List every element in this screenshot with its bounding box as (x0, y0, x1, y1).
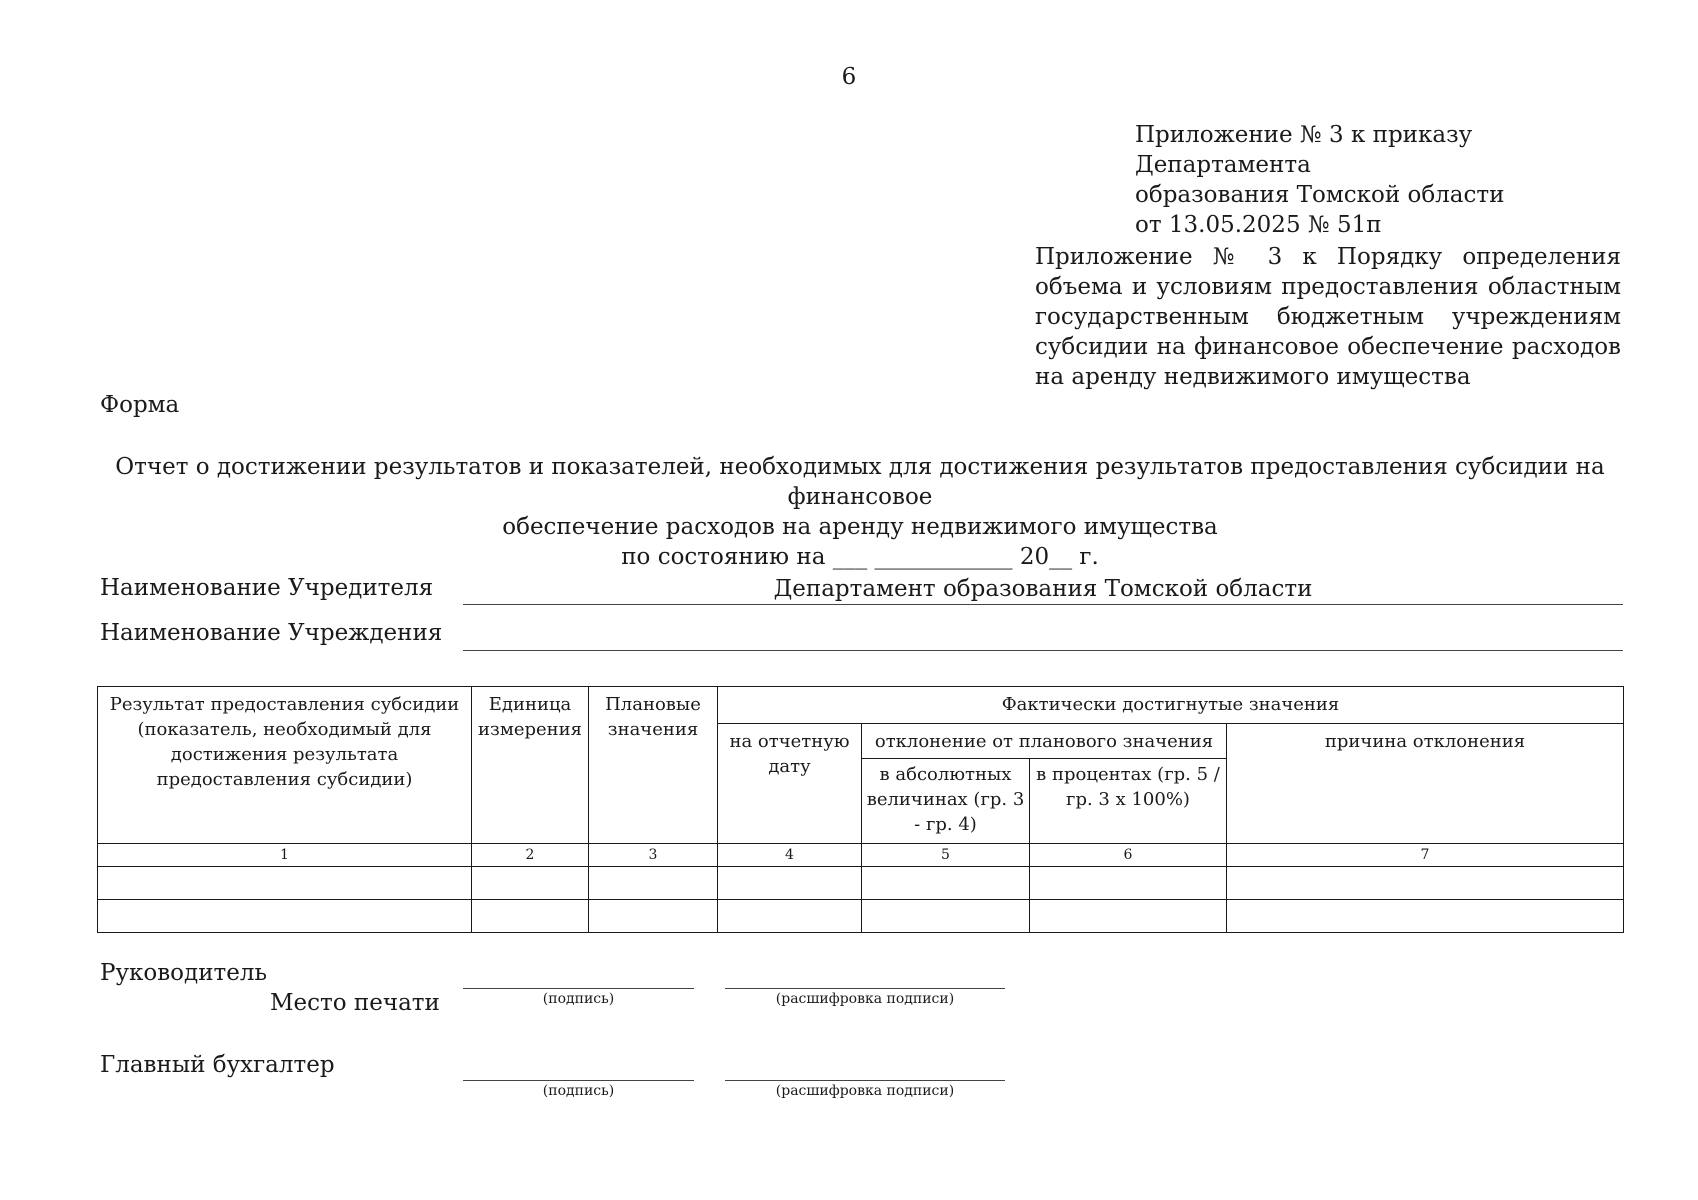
institution-field[interactable] (463, 620, 1623, 651)
report-date-line: по состоянию на ___ ____________ 20__ г. (621, 544, 1099, 570)
founder-label: Наименование Учредителя (100, 575, 434, 601)
table-cell[interactable] (1227, 867, 1624, 900)
seal-label: Место печати (270, 990, 440, 1016)
column-number: 4 (718, 844, 862, 867)
header-percent: в процентах (гр. 5 / гр. 3 х 100%) (1030, 759, 1227, 844)
table-cell[interactable] (1030, 867, 1227, 900)
column-number: 5 (862, 844, 1030, 867)
table-cell[interactable] (718, 867, 862, 900)
head-decoding-line[interactable] (725, 970, 1005, 989)
column-number: 6 (1030, 844, 1227, 867)
table-cell[interactable] (1030, 900, 1227, 933)
table-cell[interactable] (589, 900, 718, 933)
institution-label: Наименование Учреждения (100, 620, 443, 646)
header-unit: Единица измерения (472, 687, 589, 844)
header-reason: причина отклонения (1227, 724, 1624, 844)
table-cell[interactable] (862, 900, 1030, 933)
report-title-line: Отчет о достижении результатов и показателей, необходимых для достижения результатов предоставления субсидии на финансовое (115, 454, 1605, 510)
accountant-signature-hint: (подпись) (542, 1083, 615, 1099)
head-signature-hint: (подпись) (542, 991, 615, 1007)
report-title-line: обеспечение расходов на аренду недвижимого имущества (502, 514, 1218, 540)
appendix-order-line: образования Томской области (1135, 182, 1505, 208)
table-cell[interactable] (1227, 900, 1624, 933)
table-cell[interactable] (718, 900, 862, 933)
column-number: 2 (472, 844, 589, 867)
report-table (97, 686, 1624, 933)
head-signature-line[interactable] (463, 970, 694, 989)
header-absolute: в абсолютных величинах (гр. 3 - гр. 4) (862, 759, 1030, 844)
header-result: Результат предоставления субсидии (показатель, необходимый для достижения результата предоставления субсидии) (98, 687, 472, 844)
appendix-order-header (1135, 120, 1655, 240)
appendix-order-line: от 13.05.2025 № 51п (1135, 212, 1382, 238)
accountant-signature-line[interactable] (463, 1062, 694, 1081)
page-number: 6 (841, 64, 857, 90)
header-deviation-group: отклонение от планового значения (862, 724, 1227, 759)
appendix-order-line: Приложение № 3 к приказу Департамента (1135, 122, 1473, 178)
header-on-date: на отчетную дату (718, 724, 862, 844)
report-title (100, 452, 1620, 572)
table-cell[interactable] (589, 867, 718, 900)
appendix-procedure-header: Приложение № 3 к Порядку определения объема и условиям предоставления областным государственным бюджетным учреждениям субсидии на финансовое обеспечение расходов на аренду недвижимого имущества (1035, 244, 1621, 390)
head-label: Руководитель (100, 960, 267, 986)
column-number: 7 (1227, 844, 1624, 867)
table-row (98, 867, 1624, 900)
table-cell[interactable] (472, 900, 589, 933)
table-cell[interactable] (98, 867, 472, 900)
table-header-row (98, 687, 1624, 724)
column-number-row (98, 844, 1624, 867)
table-cell[interactable] (98, 900, 472, 933)
form-label: Форма (100, 392, 180, 418)
accountant-decoding-hint: (расшифровка подписи) (775, 1083, 955, 1099)
accountant-label: Главный бухгалтер (100, 1052, 335, 1078)
table-cell[interactable] (472, 867, 589, 900)
column-number: 1 (98, 844, 472, 867)
table-row (98, 900, 1624, 933)
header-actual-group: Фактически достигнутые значения (718, 687, 1624, 724)
founder-field[interactable]: Департамент образования Томской области (463, 574, 1623, 605)
column-number: 3 (589, 844, 718, 867)
head-decoding-hint: (расшифровка подписи) (775, 991, 955, 1007)
table-cell[interactable] (862, 867, 1030, 900)
accountant-decoding-line[interactable] (725, 1062, 1005, 1081)
header-planned: Плановые значения (589, 687, 718, 844)
